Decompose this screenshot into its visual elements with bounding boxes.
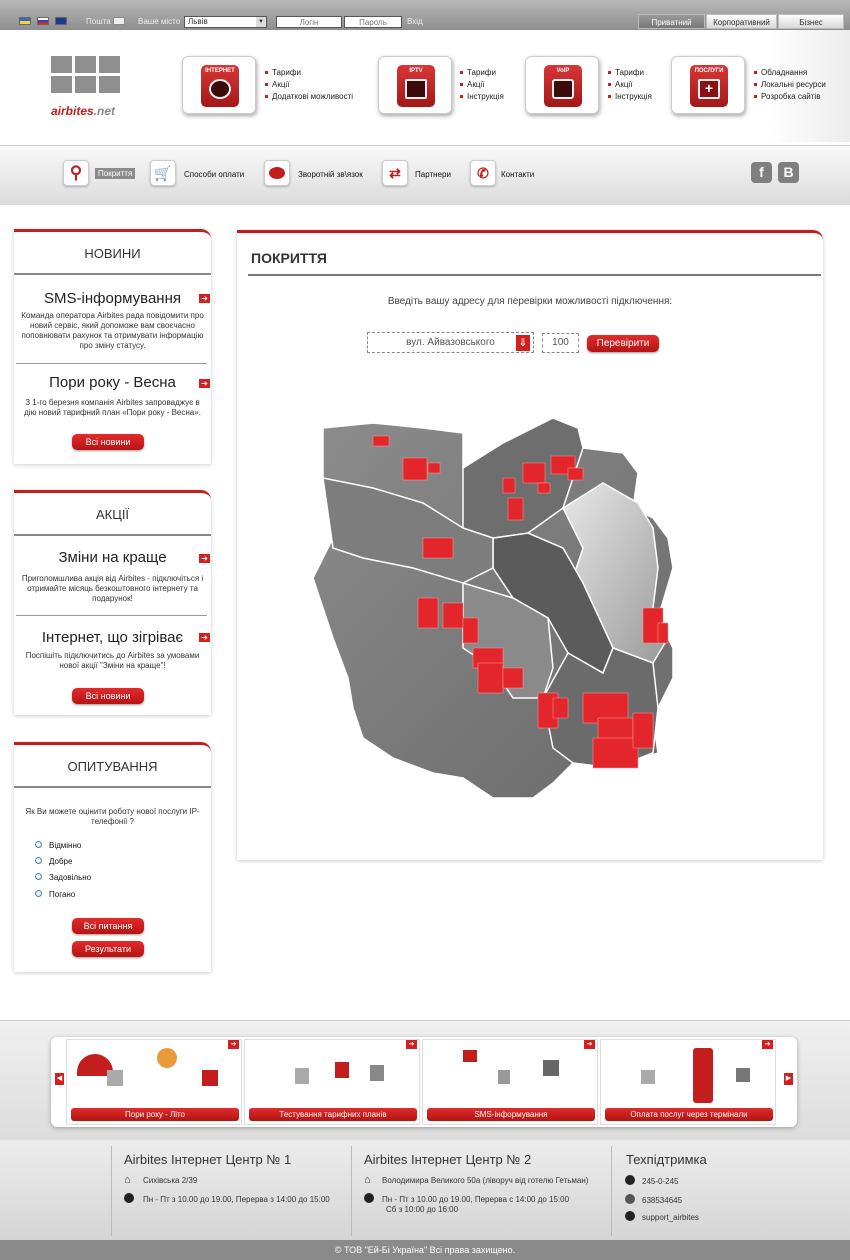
tv-icon	[405, 79, 427, 99]
arrow-right-icon: ➔	[406, 1040, 417, 1049]
character-icon	[295, 1068, 309, 1084]
logo[interactable]	[51, 56, 123, 118]
clock-icon	[364, 1193, 374, 1203]
carousel-caption: Пори року - Літо	[71, 1108, 239, 1121]
poll-option-label[interactable]: Задовільно	[49, 873, 92, 882]
facebook-icon[interactable]: f	[751, 162, 772, 183]
login-button[interactable]: Вхід	[407, 17, 423, 26]
home-icon: ⌂	[124, 1174, 131, 1186]
news-item-text: З 1-го березня компанія Airbites запроваджує в дію новий тарифний план «Пори року - Весна».	[24, 398, 201, 417]
ru-flag-icon[interactable]	[37, 17, 49, 25]
promo-item-text: Поспішіть підключитись до Airbites за умовами нової акції "Зміни на краще"!	[25, 651, 200, 670]
vkontakte-icon[interactable]: B	[778, 162, 799, 183]
house-input[interactable]: 100	[542, 333, 579, 353]
nav-item-contacts[interactable]: Контакти	[501, 170, 535, 179]
carousel-caption: Оплата послуг через термінали	[605, 1108, 773, 1121]
link-extras[interactable]: Додаткові можливості	[264, 91, 353, 103]
segment-business[interactable]: Бізнес	[778, 14, 844, 29]
password-input[interactable]	[344, 16, 402, 28]
support-icq: 638534645	[642, 1196, 683, 1205]
carousel-item[interactable]	[600, 1039, 776, 1125]
search-icon[interactable]: ⚲	[63, 160, 89, 186]
support-phone: 245-0-245	[642, 1177, 679, 1186]
arrow-right-icon[interactable]: ➔	[199, 294, 210, 303]
service-title: ПОСЛУГИ	[694, 68, 724, 74]
phone-icon	[625, 1175, 635, 1185]
link-instruction[interactable]: Інструкція	[459, 91, 504, 103]
poll-option-label[interactable]: Добре	[49, 857, 73, 866]
logo-tld: .net	[93, 104, 116, 118]
ua-flag-icon[interactable]	[19, 17, 31, 25]
link-web-dev[interactable]: Розробка сайтів	[753, 91, 826, 103]
city-select[interactable]	[184, 16, 267, 28]
phone-icon	[498, 1070, 510, 1084]
speech-bubble-icon[interactable]	[264, 160, 290, 186]
sun-icon	[157, 1048, 177, 1068]
news-item-title[interactable]: SMS-інформування	[44, 290, 181, 307]
skype-icon	[625, 1211, 635, 1221]
center2-hours-sat: Сб з 10:00 до 16:00	[386, 1205, 459, 1214]
login-input[interactable]	[276, 16, 342, 28]
service-iptv-links	[459, 67, 504, 103]
carousel-item[interactable]	[422, 1039, 598, 1125]
copyright: © ТОВ "Ей-Бі Україна" Всі права захищено.	[0, 1240, 850, 1260]
service-title: VoIP	[556, 68, 570, 74]
cart-icon[interactable]: 🛒	[150, 160, 176, 186]
icq-icon	[625, 1194, 635, 1204]
center2-hours: Пн - Пт з 10.00 до 19.00, Перерва с 14:00 до 15:00	[382, 1195, 570, 1204]
promo-item-title[interactable]: Зміни на краще	[58, 549, 167, 566]
arrow-right-icon[interactable]: ➔	[199, 633, 210, 642]
carousel-item[interactable]	[66, 1039, 242, 1125]
phone-icon	[552, 79, 574, 99]
service-title: ІНТЕРНЕТ	[205, 68, 235, 74]
link-tariffs[interactable]: Тарифи	[459, 67, 504, 79]
carousel-prev-icon[interactable]: ◀	[55, 1073, 64, 1085]
terminal-icon	[693, 1048, 713, 1103]
link-instruction[interactable]: Інструкція	[607, 91, 652, 103]
arrow-right-icon: ➔	[584, 1040, 595, 1049]
link-promos[interactable]: Акції	[459, 79, 504, 91]
character-icon	[107, 1070, 123, 1086]
support-title: Техпідтримка	[626, 1152, 707, 1167]
service-internet-links	[264, 67, 353, 103]
nav-item-payment[interactable]: Способи оплати	[184, 170, 245, 179]
center2-title: Airbites Інтернет Центр № 2	[364, 1152, 532, 1167]
support-skype: support_airbites	[642, 1213, 699, 1222]
promo-item-title[interactable]: Інтернет, що зігріває	[41, 629, 184, 646]
link-promos[interactable]: Акції	[264, 79, 353, 91]
link-equipment[interactable]: Обладнання	[753, 67, 826, 79]
news-item-title[interactable]: Пори року - Весна	[49, 374, 176, 391]
center2-address: Володимира Великого 50а (ліворуч від готелю Гетьман)	[382, 1176, 589, 1185]
carousel-item[interactable]	[244, 1039, 420, 1125]
arrow-right-icon: ➔	[228, 1040, 239, 1049]
center1-hours: Пн - Пт з 10.00 до 19.00, Перерва з 14:00 до 15:00	[143, 1195, 330, 1204]
link-tariffs[interactable]: Тарифи	[607, 67, 652, 79]
coverage-instruction: Введіть вашу адресу для перевірки можливості підключення:	[387, 296, 673, 307]
news-title: НОВИНИ	[14, 232, 211, 275]
city-label: Ваше місто	[138, 17, 181, 26]
promos-title: АКЦІЇ	[14, 493, 211, 536]
clock-icon	[124, 1193, 134, 1203]
coverage-panel	[237, 230, 823, 860]
poll-question: Як Ви можете оцінити роботу нової послуги IP-телефонії ?	[25, 807, 200, 826]
service-voip-links	[607, 67, 652, 103]
arrow-right-icon[interactable]: ➔	[199, 379, 210, 388]
poll-panel	[14, 742, 211, 972]
segment-private[interactable]: Приватний	[638, 14, 705, 29]
poll-option-label[interactable]: Погано	[49, 890, 76, 899]
character-icon	[370, 1065, 384, 1081]
character-icon	[543, 1060, 559, 1076]
globe-icon	[209, 79, 231, 99]
service-title: IPTV	[409, 68, 423, 74]
service-iptv-card[interactable]	[378, 56, 452, 114]
mail-icon[interactable]	[113, 17, 125, 25]
news-panel	[14, 229, 211, 464]
dropdown-arrow-icon[interactable]: ⇓	[516, 335, 530, 351]
character-icon	[463, 1050, 477, 1062]
carousel-next-icon[interactable]: ▶	[784, 1073, 793, 1085]
top-bar	[0, 0, 850, 30]
street-input[interactable]: вул. Айвазовського	[367, 332, 534, 353]
center1-address: Сихівська 2/39	[143, 1176, 198, 1185]
all-questions-button[interactable]: Всі питання	[72, 918, 144, 934]
poll-option-radio[interactable]	[35, 841, 42, 848]
promo-item-text: Приголомшлива акція від Airbites - підключіться і отримайте місяць безкоштовного інтернету та подарунок!	[21, 574, 204, 603]
character-icon	[641, 1070, 655, 1084]
results-button[interactable]: Результати	[72, 941, 144, 957]
nav-item-coverage[interactable]: Покриття	[95, 168, 135, 179]
contacts-footer	[0, 1140, 850, 1240]
center1-title: Airbites Інтернет Центр № 1	[124, 1152, 292, 1167]
uk-flag-icon[interactable]	[55, 17, 67, 25]
logo-brand: airbites	[51, 104, 94, 118]
service-extras-card[interactable]	[671, 56, 745, 114]
check-button[interactable]: Перевірити	[587, 335, 659, 352]
poll-option-radio[interactable]	[35, 873, 42, 880]
arrow-right-icon: ➔	[762, 1040, 773, 1049]
all-promos-button[interactable]: Всі новини	[72, 688, 144, 704]
link-tariffs[interactable]: Тарифи	[264, 67, 353, 79]
link-local-resources[interactable]: Локальні ресурси	[753, 79, 826, 91]
home-icon: ⌂	[364, 1174, 371, 1186]
segment-corporate[interactable]: Корпоративний	[706, 14, 777, 29]
city-value: Львів	[188, 17, 208, 26]
mail-label[interactable]: Пошта	[86, 17, 111, 26]
character-icon	[736, 1068, 750, 1082]
character-icon	[202, 1070, 218, 1086]
news-item-text: Команда оператора Airbites рада повідомити про новий сервіс, який допоможе вам своєчасно поповнювати рахунок та отримувати інформацію про зміну статусу.	[21, 311, 204, 350]
promos-panel	[14, 490, 211, 715]
nav-item-feedback[interactable]: Зворотній зв\язок	[298, 170, 363, 179]
poll-option-radio[interactable]	[35, 857, 42, 864]
all-news-button[interactable]: Всі новини	[72, 434, 144, 450]
poll-option-label[interactable]: Відмінно	[49, 841, 82, 850]
chevron-down-icon: ▼	[256, 17, 266, 27]
carousel-caption: Тестування тарифних планів	[249, 1108, 417, 1121]
shuffle-icon[interactable]: ⇄	[382, 160, 408, 186]
poll-option-radio[interactable]	[35, 890, 42, 897]
nav-item-partners[interactable]: Партнери	[415, 170, 451, 179]
link-promos[interactable]: Акції	[607, 79, 652, 91]
service-internet-card[interactable]	[182, 56, 256, 114]
phone-icon[interactable]: ✆	[470, 160, 496, 186]
service-voip-card[interactable]	[525, 56, 599, 114]
coverage-map	[313, 408, 713, 828]
character-icon	[335, 1062, 349, 1078]
page-title: ПОКРИТТЯ	[251, 250, 327, 266]
service-extras-links	[753, 67, 826, 103]
poll-title: ОПИТУВАННЯ	[14, 745, 211, 788]
plus-icon: +	[698, 79, 720, 99]
arrow-right-icon[interactable]: ➔	[199, 554, 210, 563]
carousel-caption: SMS-інформування	[427, 1108, 595, 1121]
